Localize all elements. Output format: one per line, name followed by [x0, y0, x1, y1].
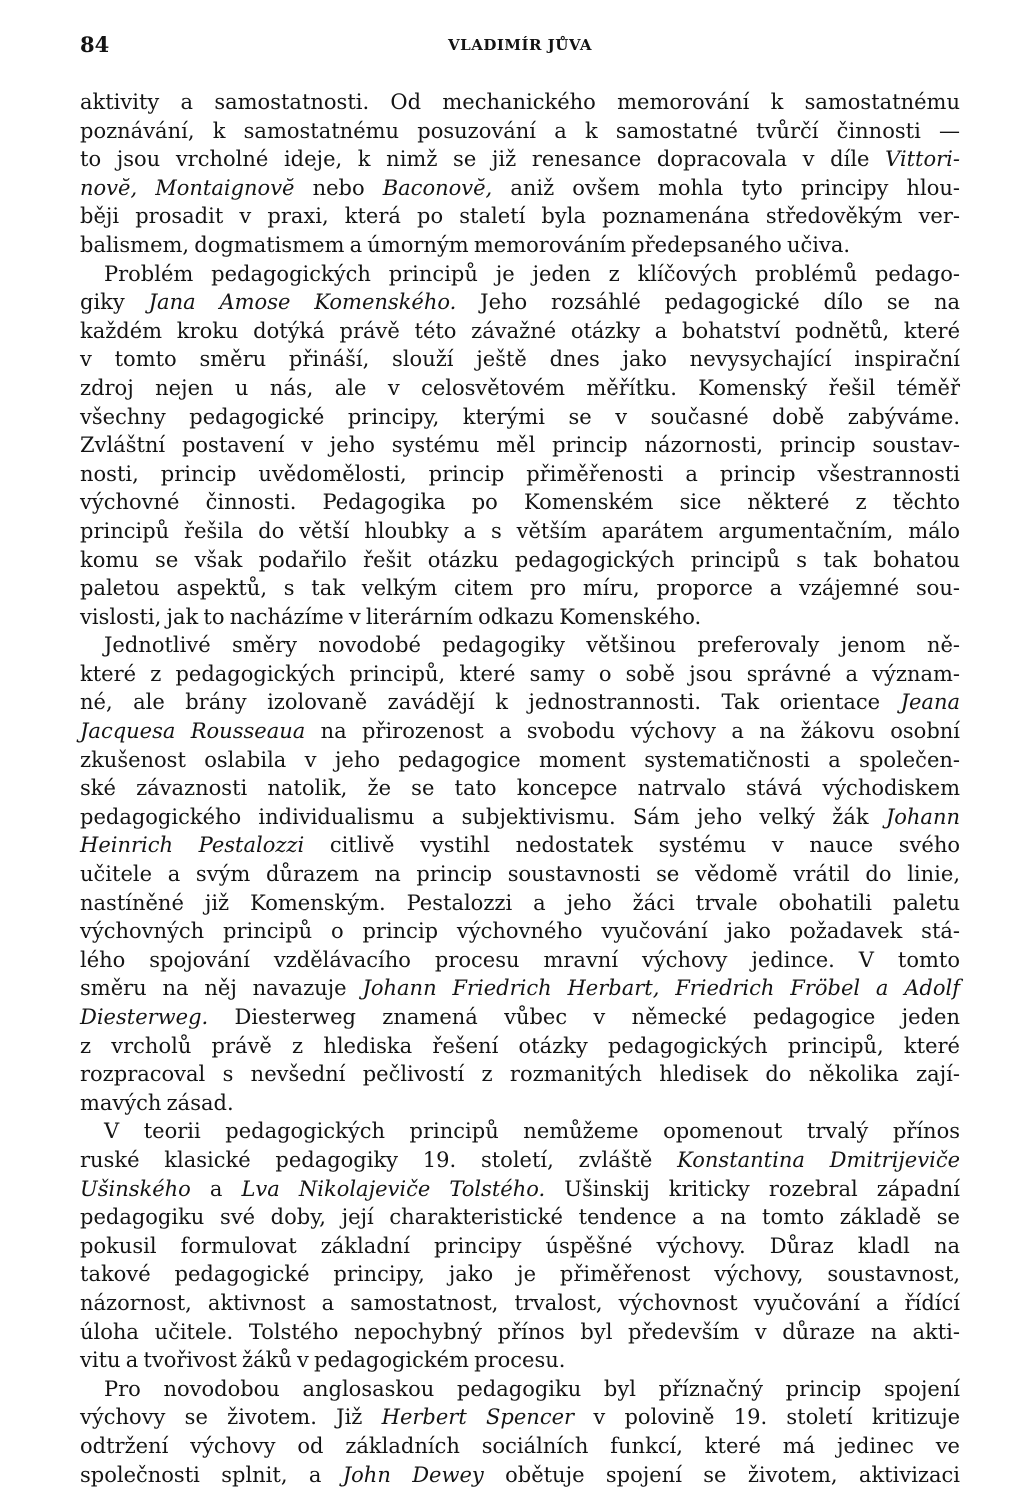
text-run: a — [191, 1177, 242, 1201]
text-run: názornost, aktivnost a samostatnost, trvalost, výchovnost vyučování a řídící — [80, 1291, 960, 1315]
text-line — [80, 1232, 960, 1261]
text-line — [80, 517, 960, 546]
text-line — [80, 603, 960, 632]
text-run: Jeho rozsáhlé pedagogické dílo se na — [456, 290, 960, 314]
text-run: komu se však podařilo řešit otázku pedagogických principů s tak bohatou — [80, 548, 960, 572]
text-line — [80, 803, 960, 832]
text-run: aktivity a samostatnosti. Od mechanického memorování k samostatnému — [80, 90, 960, 114]
italic-name: Herbert Spencer — [382, 1405, 574, 1429]
text-run: vislosti, jak to nacházíme v literárním odkazu Komenského. — [80, 605, 701, 629]
text-run: né, ale brány izolovaně zavádějí k jednostrannosti. Tak orientace — [80, 690, 901, 714]
italic-name: Konstantina Dmitrijeviče — [677, 1148, 960, 1172]
text-run: Diesterweg znamená vůbec v německé pedagogice jeden — [208, 1005, 960, 1029]
text-line — [80, 317, 960, 346]
text-run: paletou aspektů, s tak velkým citem pro míru, proporce a vzájemné sou- — [80, 576, 960, 600]
text-run: výchovy se životem. Již — [80, 1405, 382, 1429]
text-line — [80, 345, 960, 374]
text-line — [80, 1260, 960, 1289]
italic-name: Heinrich Pestalozzi — [80, 833, 304, 857]
italic-name: Johann — [886, 805, 960, 829]
text-line — [80, 1318, 960, 1347]
text-run: citlivě vystihl nedostatek systému v nauce svého — [304, 833, 960, 857]
text-line — [80, 546, 960, 575]
italic-name: Ušinského — [80, 1177, 191, 1201]
text-line — [80, 717, 960, 746]
text-run: lého spojování vzdělávacího procesu mravní výchovy jedince. V tomto — [80, 948, 960, 972]
text-run: na přirozenost a svobodu výchovy a na žákovu osobní — [305, 719, 960, 743]
text-run: ské závaznosti natolik, že se tato koncepce natrvalo stává východiskem — [80, 776, 960, 800]
page-number: 84 — [80, 30, 109, 60]
text-run: nebo — [294, 176, 382, 200]
text-run: všechny pedagogické principy, kterými se v současné době zabýváme. — [80, 405, 960, 429]
text-run: to jsou vrcholné ideje, k nimž se již renesance dopracovala v díle — [80, 147, 885, 171]
italic-name: Jeana — [901, 690, 960, 714]
text-line — [80, 1289, 960, 1318]
text-run: společnosti splnit, a — [80, 1463, 343, 1487]
text-run: pedagogiku své doby, její charakteristické tendence a na tomto základě se — [80, 1205, 960, 1229]
text-line — [80, 1461, 960, 1489]
text-run: mavých zásad. — [80, 1091, 234, 1115]
text-run: Jednotlivé směry novodobé pedagogiky většinou preferovaly jenom ně- — [104, 633, 960, 657]
text-line — [80, 403, 960, 432]
italic-name: Baconovĕ, — [383, 176, 493, 200]
italic-name: Diesterweg. — [80, 1005, 208, 1029]
text-line — [80, 260, 960, 289]
italic-name: John Dewey — [343, 1463, 484, 1487]
text-line — [80, 174, 960, 203]
text-line — [80, 688, 960, 717]
text-run: výchovných principů o princip výchovného vyučování jako požadavek stá- — [80, 919, 960, 943]
text-run: Ušinskij kriticky rozebral západní — [545, 1177, 960, 1201]
text-line — [80, 488, 960, 517]
italic-name: novĕ, Montaignovĕ — [80, 176, 294, 200]
text-line — [80, 231, 960, 260]
running-head: VLADIMÍR JŮVA — [80, 30, 960, 60]
text-line — [80, 288, 960, 317]
text-run: ruské klasické pedagogiky 19. století, zvláště — [80, 1148, 677, 1172]
text-run: obětuje spojení se životem, aktivizaci — [484, 1463, 960, 1487]
text-line — [80, 1032, 960, 1061]
text-line — [80, 946, 960, 975]
text-run: směru na něj navazuje — [80, 976, 362, 1000]
italic-name: Lva Nikolajeviče Tolstého. — [241, 1177, 545, 1201]
text-run: poznávání, k samostatnému posuzování a k samostatné tvůrčí činnosti — — [80, 119, 960, 143]
text-line — [80, 374, 960, 403]
text-line — [80, 889, 960, 918]
text-run: které z pedagogických principů, které samy o sobě jsou správné a význam- — [80, 662, 960, 686]
text-line — [80, 1403, 960, 1432]
text-line — [80, 1146, 960, 1175]
page-header — [80, 30, 960, 60]
text-line — [80, 145, 960, 174]
text-line — [80, 660, 960, 689]
text-line — [80, 917, 960, 946]
text-line — [80, 460, 960, 489]
text-run: principů řešila do větší hloubky a s větším aparátem argumentačním, málo — [80, 519, 960, 543]
text-run: vitu a tvořivost žáků v pedagogickém procesu. — [80, 1348, 565, 1372]
text-run: V teorii pedagogických principů nemůžeme opomenout trvalý přínos — [104, 1119, 960, 1143]
text-run: v tomto směru přináší, slouží ještě dnes jako nevysychající inspirační — [80, 347, 960, 371]
text-run: aniž ovšem mohla tyto principy hlou- — [492, 176, 960, 200]
text-run: odtržení výchovy od základních sociálních funkcí, které má jedinec ve — [80, 1434, 960, 1458]
text-line — [80, 746, 960, 775]
italic-name: Johann Friedrich Herbart, Friedrich Fröbel a Adolf — [362, 976, 960, 1000]
text-line — [80, 631, 960, 660]
text-line — [80, 1089, 960, 1118]
text-run: Problém pedagogických principů je jeden z klíčových problémů pedago- — [104, 262, 960, 286]
text-line — [80, 202, 960, 231]
text-run: pedagogického individualismu a subjektivismu. Sám jeho velký žák — [80, 805, 886, 829]
text-run: giky — [80, 290, 149, 314]
text-run: pokusil formulovat základní principy úspěšné výchovy. Důraz kladl na — [80, 1234, 960, 1258]
text-line — [80, 860, 960, 889]
text-run: každém kroku dotýká právě této závažné otázky a bohatství podnětů, které — [80, 319, 960, 343]
text-run: výchovné činnosti. Pedagogika po Komenském sice některé z těchto — [80, 490, 960, 514]
text-run: nosti, princip uvědomělosti, princip přiměřenosti a princip všestrannosti — [80, 462, 960, 486]
text-run: v polovině 19. století kritizuje — [574, 1405, 960, 1429]
text-line — [80, 774, 960, 803]
text-run: balismem, dogmatismem a úmorným memorováním předepsaného učiva. — [80, 233, 850, 257]
text-run: úloha učitele. Tolstého nepochybný přínos byl především v důraze na akti- — [80, 1320, 960, 1344]
text-run: zdroj nejen u nás, ale v celosvětovém měřítku. Komenský řešil téměř — [80, 376, 960, 400]
text-line — [80, 1346, 960, 1375]
text-line — [80, 974, 960, 1003]
text-line — [80, 1432, 960, 1461]
text-line — [80, 431, 960, 460]
italic-name: Vittori- — [885, 147, 960, 171]
text-line — [80, 574, 960, 603]
text-line — [80, 1117, 960, 1146]
text-run: z vrcholů právě z hlediska řešení otázky pedagogických principů, které — [80, 1034, 960, 1058]
text-run: Pro novodobou anglosaskou pedagogiku byl příznačný princip spojení — [104, 1377, 960, 1401]
text-line — [80, 117, 960, 146]
text-line — [80, 1060, 960, 1089]
text-line — [80, 1375, 960, 1404]
text-line — [80, 88, 960, 117]
text-run: takové pedagogické principy, jako je přiměřenost výchovy, soustavnost, — [80, 1262, 960, 1286]
text-line — [80, 1175, 960, 1204]
body-text — [80, 88, 960, 1489]
text-run: běji prosadit v praxi, která po staletí byla poznamenána středověkým ver- — [80, 204, 960, 228]
text-run: nastíněné již Komenským. Pestalozzi a jeho žáci trvale obohatili paletu — [80, 891, 960, 915]
text-run: učitele a svým důrazem na princip soustavnosti se vědomě vrátil do linie, — [80, 862, 960, 886]
italic-name: Jacquesa Rousseaua — [80, 719, 305, 743]
text-line — [80, 1003, 960, 1032]
text-run: Zvláštní postavení v jeho systému měl princip názornosti, princip soustav- — [80, 433, 960, 457]
text-run: zkušenost oslabila v jeho pedagogice moment systematičnosti a společen- — [80, 748, 960, 772]
text-line — [80, 831, 960, 860]
text-line — [80, 1203, 960, 1232]
text-run: rozpracoval s nevšední pečlivostí z rozmanitých hledisek do několika zají- — [80, 1062, 960, 1086]
italic-name: Jana Amose Komenského. — [149, 290, 457, 314]
